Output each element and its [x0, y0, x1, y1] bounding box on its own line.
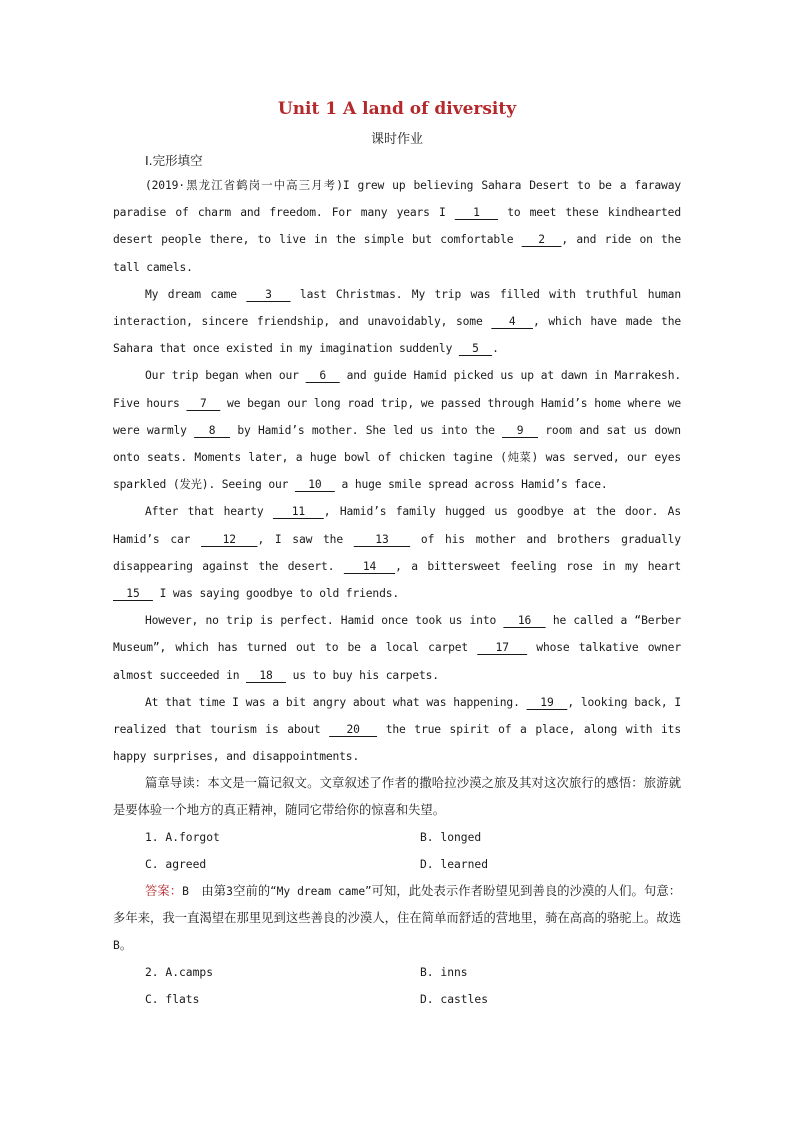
passage-paragraph-4: After that hearty 11 , Hamid’s family hugged us goodbye at the door. As Hamid’s car 12 , I saw the 13 of his mother and brothers gradually disappearing against the desert. 14 , a bittersweet feeling rose in my heart 15 I was saying goodbye to old friends.: [113, 505, 681, 601]
blank-12: 12: [201, 532, 258, 546]
option-2d: D. castles: [420, 993, 489, 1007]
page-title: Unit 1 A land of diversity: [277, 99, 517, 119]
option-1c: C. agreed: [145, 858, 207, 872]
blank-13: 13: [353, 532, 411, 546]
option-1a: 1. A.forgot: [145, 831, 220, 845]
blank-5: 5: [458, 342, 493, 356]
option-1d: D. learned: [420, 858, 489, 872]
page-subtitle: 课时作业: [370, 132, 423, 147]
blank-16: 16: [503, 614, 546, 628]
answer-1: 答案：B 由第3空前的“My dream came”可知，此处表示作者盼望见到善良的沙漠的人们。句意：多年来，我一直渴望在那里见到这些善良的沙漠人，住在简单而舒适的营地里，骑在高高的骆驼上。故选B。: [113, 884, 681, 953]
option-2b: B. inns: [420, 966, 468, 980]
blank-11: 11: [272, 505, 324, 519]
passage-paragraph-3: Our trip began when our 6 and guide Hamid picked us up at dawn in Marrakesh. Five hours 7 we began our long road trip, we passed through Hamid’s home where we were warmly 8 by Hamid’s mother. She led us into the 9 room and sat us down onto seats. Moments later, a huge bowl of chicken tagine (炖菜) was served, our eyes sparkled (发光). Seeing our 10 a huge smile spread across Hamid’s face.: [113, 369, 681, 492]
passage-paragraph-2: My dream came 3 last Christmas. My trip was filled with truthful human interaction, sincere friendship, and unavoidably, some 4 , which have made the Sahara that once existed in my imagination suddenly 5 .: [113, 287, 681, 356]
passage-paragraph-1: (2019·黑龙江省鹤岗一中高三月考)I grew up believing Sahara Desert to be a faraway paradise of charm and freedom. For many years I 1 to meet these kindhearted desert people there, to live in the simple but comfortable 2 , and ride on the tall camels.: [113, 179, 681, 274]
question-2-row-1: [113, 959, 681, 986]
blank-19: 19: [526, 695, 568, 709]
blank-14: 14: [343, 559, 396, 573]
blank-18: 18: [246, 668, 286, 682]
question-1-row-1: [113, 824, 681, 851]
answer-label: 答案：: [145, 884, 183, 899]
option-1b: B. longed: [420, 831, 482, 845]
blank-10: 10: [294, 478, 335, 492]
blank-1: 1: [454, 206, 499, 220]
question-2-row-2: [113, 986, 681, 1013]
option-2c: C. flats: [145, 993, 200, 1007]
blank-7: 7: [186, 396, 221, 410]
blank-3: 3: [246, 287, 291, 301]
option-2a: 2. A.camps: [145, 966, 214, 980]
reading-guide: 篇章导读：本文是一篇记叙文。文章叙述了作者的撒哈拉沙漠之旅及其对这次旅行的感悟：旅游就是要体验一个地方的真正精神，随同它带给你的惊喜和失望。: [113, 776, 681, 818]
blank-4: 4: [491, 315, 533, 329]
blank-8: 8: [194, 423, 231, 437]
question-1-row-2: [113, 851, 681, 878]
passage-paragraph-5: However, no trip is perfect. Hamid once took us into 16 he called a “Berber Museum”, which has turned out to be a local carpet 17 whose talkative owner almost succeeded in 18 us to buy his carpets.: [113, 614, 681, 682]
blank-20: 20: [329, 723, 378, 737]
passage-paragraph-6: At that time I was a bit angry about what was happening. 19 , looking back, I realized that tourism is about 20 the true spirit of a place, along with its happy surprises, and disappointments.: [113, 695, 681, 764]
blank-9: 9: [502, 423, 538, 437]
blank-2: 2: [521, 233, 562, 247]
blank-17: 17: [477, 641, 528, 655]
blank-15: 15: [113, 587, 153, 601]
section-heading: Ⅰ.完形填空: [145, 153, 203, 168]
document-page: [113, 96, 681, 1013]
source-note: (2019·黑龙江省鹤岗一中高三月考): [145, 179, 343, 192]
blank-6: 6: [305, 369, 340, 383]
